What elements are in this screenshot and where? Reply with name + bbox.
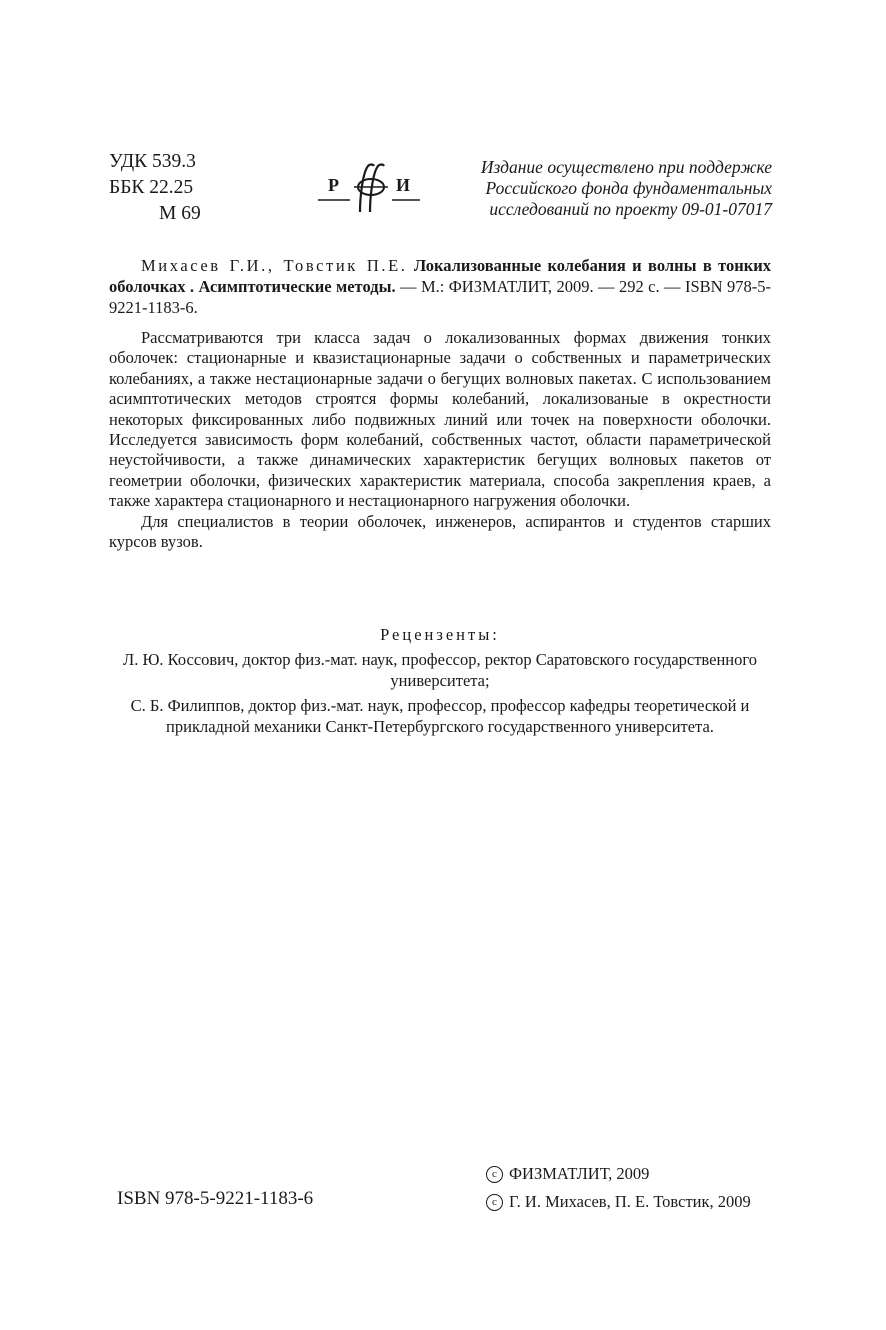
- reviewers-heading: Рецензенты:: [380, 625, 500, 644]
- abstract: [109, 328, 771, 552]
- isbn: ISBN 978-5-9221-1183-6: [117, 1188, 314, 1209]
- udk-code: УДК 539.3: [109, 151, 196, 172]
- reviewers-block: [109, 624, 771, 741]
- bibliographic-record: [109, 255, 771, 318]
- biblio-authors: Михасев Г.И., Товстик П.Е.: [141, 256, 408, 275]
- biblio-title: Локализованные колебания и волны в тонких оболочках . Асимптотические методы.: [109, 256, 771, 296]
- logo-letter-left: Р: [328, 175, 339, 195]
- logo-letter-right: И: [396, 175, 411, 195]
- author-sign: М 69: [159, 203, 201, 224]
- support-note: Издание осуществлено при поддержке Российского фонда фундаментальных исследований по проекту 09-01-07017: [480, 157, 772, 219]
- biblio-imprint: — М.: ФИЗМАТЛИТ, 2009. — 292 с. — ISBN 978-5-9221-1183-6.: [109, 277, 771, 317]
- copyright-block: [486, 1160, 751, 1216]
- audience-paragraph: Для специалистов в теории оболочек, инженеров, аспирантов и студентов старших курсов вузов.: [109, 511, 771, 552]
- copyright-authors-text: Г. И. Михасев, П. Е. Товстик, 2009: [509, 1192, 751, 1211]
- catalog-codes: [109, 149, 201, 227]
- copyright-icon: c: [486, 1166, 503, 1183]
- rffi-logo: [316, 160, 422, 216]
- abstract-paragraph: Рассматриваются три класса задач о локализованных формах движения тонких оболочек: стационарные и квазистационарные задачи о собственных и параметрических колебаниях, а также нестационарные задачи о бегущих волновых пакетах. С использованием асимптотических методов строятся формы колебаний, локализованые в окрестности некоторых фиксированных либо подвижных линий или точек на поверхности оболочки. Исследуется зависимость форм колебаний, собственных частот, области параметрической неустойчивости, а также динамических характеристик бегущих волновых пакетов от геометрии оболочки, физических характеристик материала, способа закрепления краев, а также характера стационарного и нестационарного нагружения оболочки.: [109, 328, 771, 511]
- reviewer-1: Л. Ю. Коссович, доктор физ.-мат. наук, профессор, ректор Саратовского государственного университета;: [123, 650, 757, 690]
- copyright-publisher-text: ФИЗМАТЛИТ, 2009: [509, 1164, 650, 1183]
- copyright-icon: c: [486, 1194, 503, 1211]
- copyright-authors: [486, 1188, 751, 1216]
- copyright-publisher: [486, 1160, 751, 1188]
- reviewer-2: С. Б. Филиппов, доктор физ.-мат. наук, профессор, профессор кафедры теоретической и прикладной механики Санкт-Петербургского государственного университета.: [130, 696, 750, 736]
- bbk-code: ББК 22.25: [109, 177, 194, 198]
